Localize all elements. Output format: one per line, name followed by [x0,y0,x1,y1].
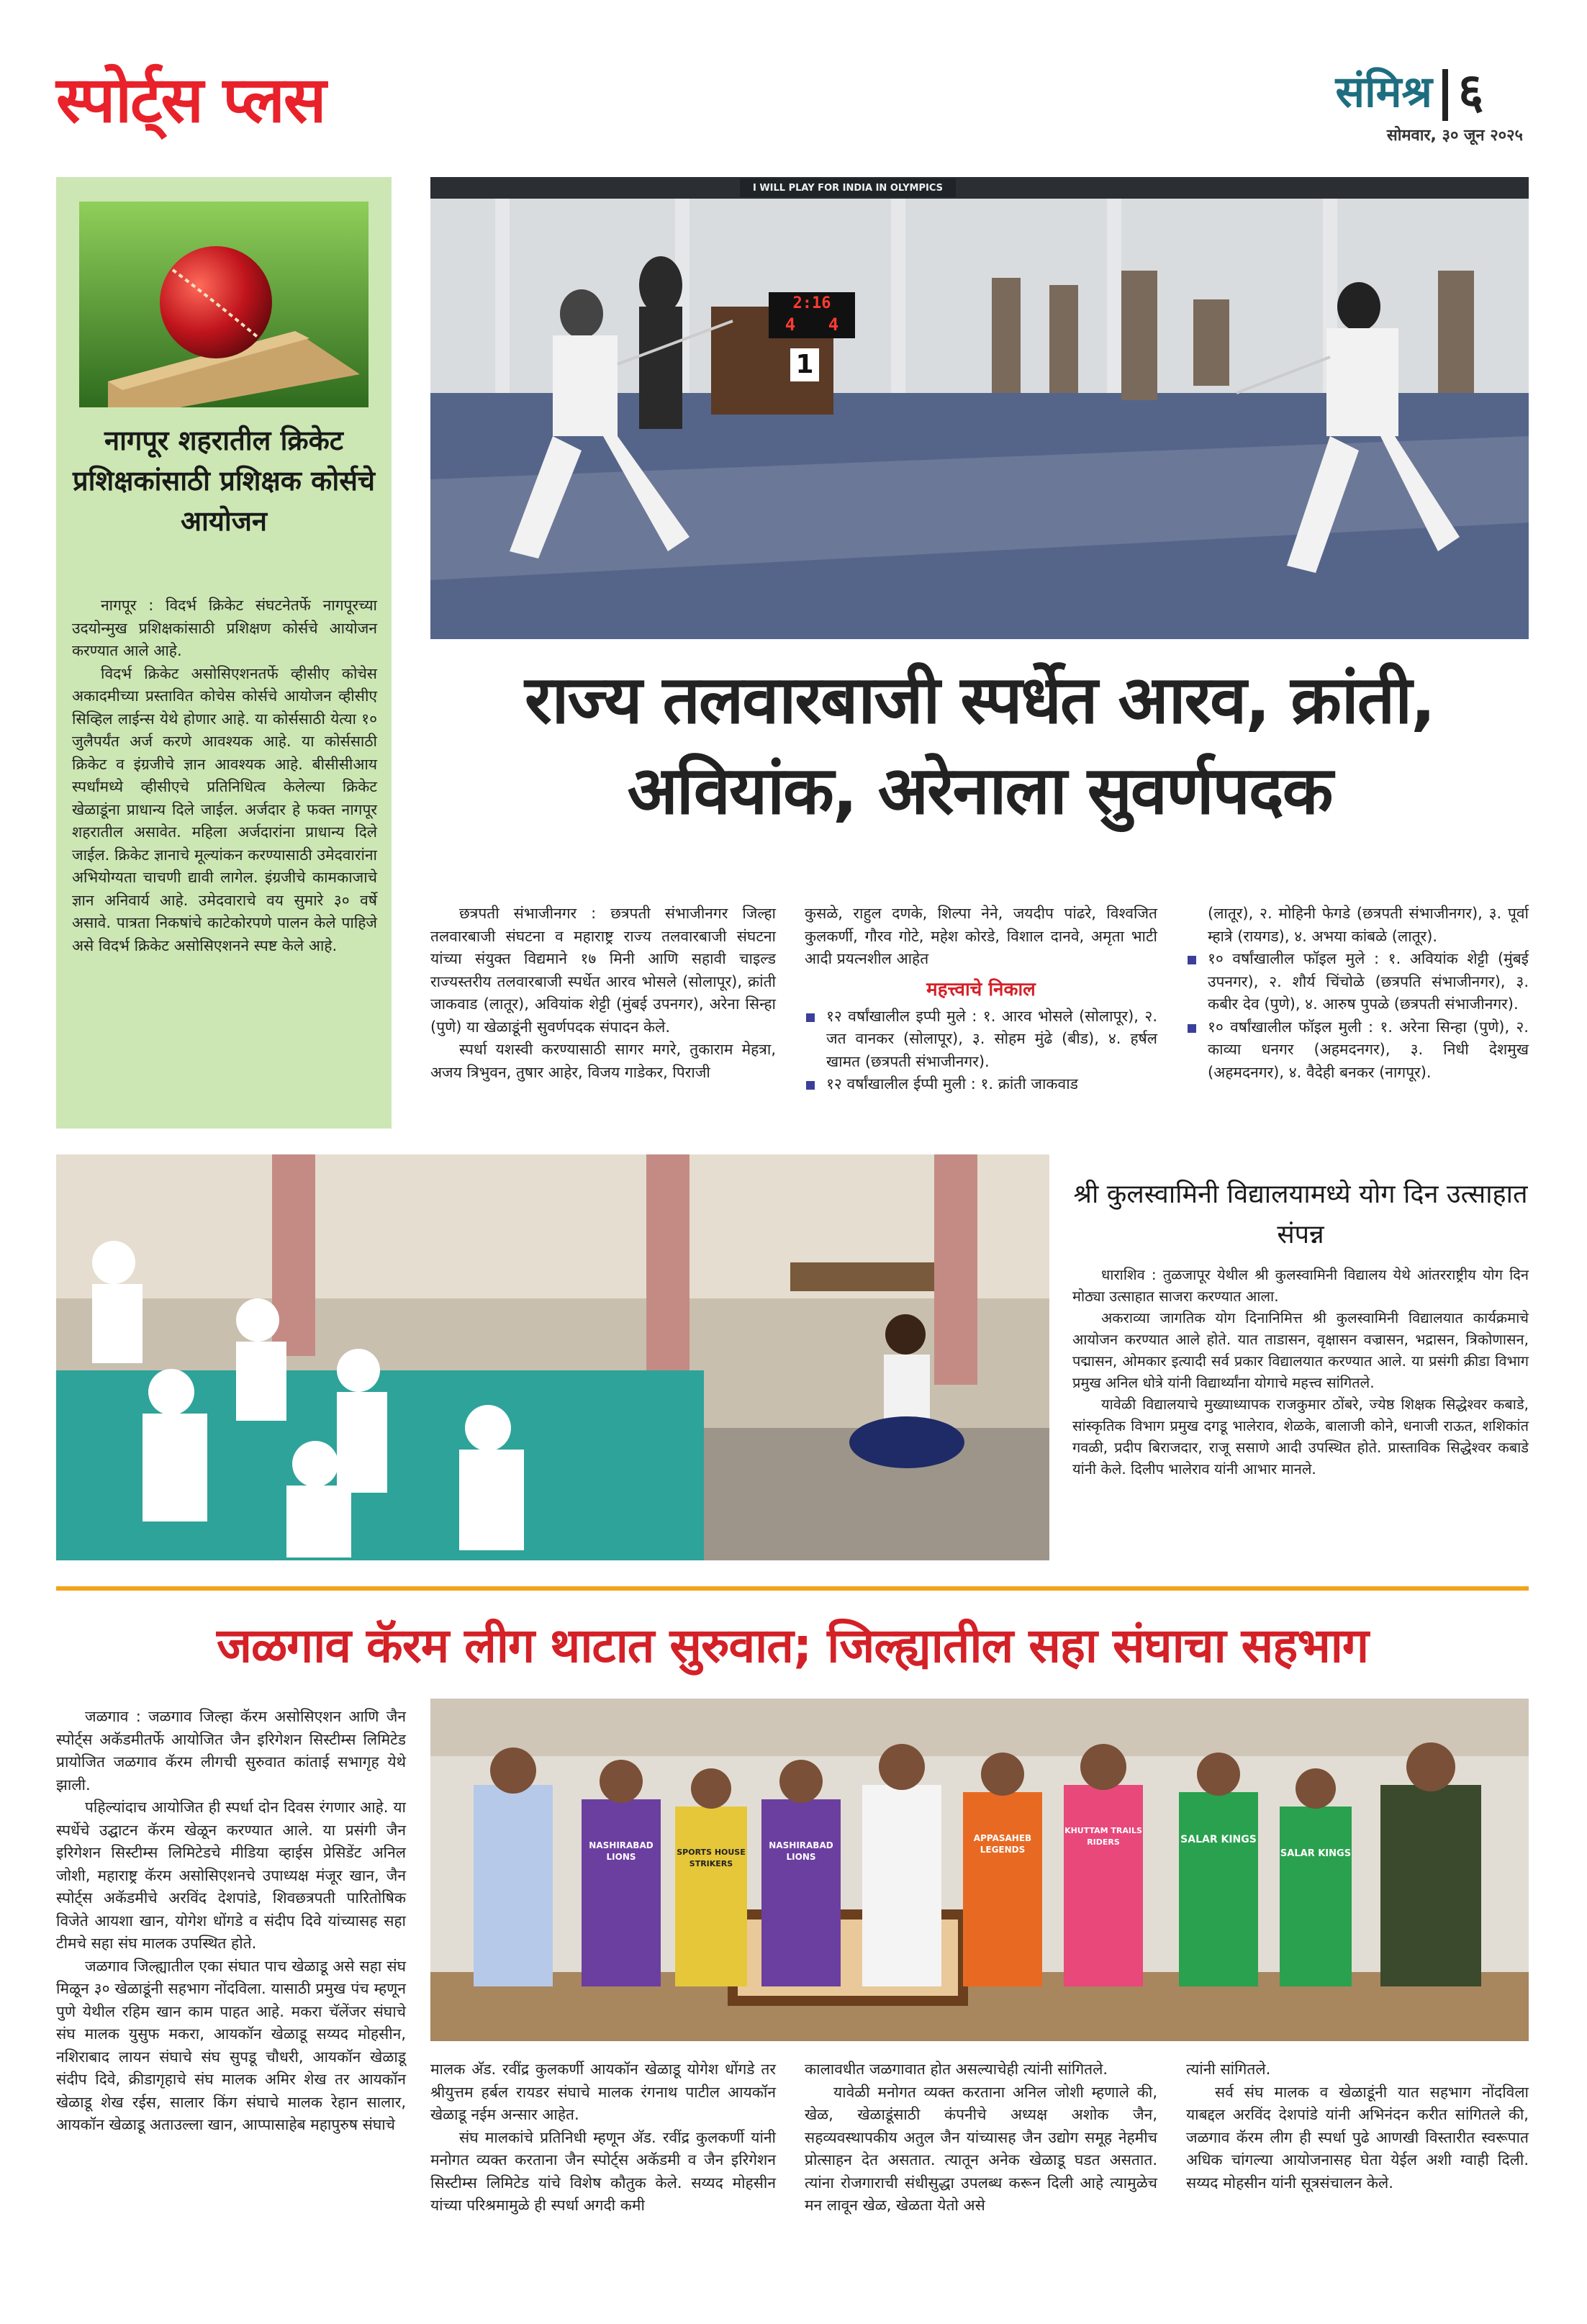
masthead-divider [1442,69,1448,121]
result-item: १० वर्षांखालील फॉइल मुले : १. अवियांक शेट्टी (मुंबई उपनगर), २. शौर्य चिंचोळे (छत्रपति संभाजीनगर), ३. कबीर देव (पुणे), ४. आरुष पुपळे (छत्रपती संभाजीनगर). [1186,948,1529,1016]
page-number: ६ [1458,63,1484,120]
result-item: १० वर्षांखालील फॉइल मुली : १. अरेना सिन्हा (पुणे), २. काव्या धनगर (अहमदनगर), ३. निधी देशमुख (अहमदनगर), ४. वैदेही बनकर (नागपूर). [1186,1016,1529,1085]
scoreboard [769,292,855,338]
carrom-paragraph: यावेळी मनोगत व्यक्त करताना अनिल जोशी म्हणाले की, खेळ, खेळाडूंसाठी कंपनीचे अध्यक्ष अशोक जैन, सहव्यवस्थापकीय अतुल जैन यांच्यासह जैन उद्योग समूह नेहमीच प्रोत्साहन देत असतात. त्यातून अनेक खेळाडू घडत असतात. त्यांना रोजगाराची संधीसुद्धा उपलब्ध करून दिली आहे त्यामुळेच मन लावून खेळ, खेळता येतो असे [805,2083,1157,2214]
yoga-article [1072,1264,1529,1573]
results-list [805,1005,1157,1096]
carrom-col-d [1186,2058,1529,2296]
jersey-label: SALAR KINGS [1280,1848,1352,1859]
results-heading: महत्त्वाचे निकाल [926,978,1036,1000]
logo-text: स्पोर्ट्स प्लस [56,63,325,137]
section-label: संमिश्र [1335,67,1432,117]
fencing-paragraph: (लातूर), २. मोहिनी फेगडे (छत्रपती संभाजीनगर), ३. पूर्वा म्हात्रे (रायगड), ४. अभया कांबळे (लातूर). [1208,905,1529,945]
jersey-label: NASHIRABAD LIONS [589,1840,654,1862]
yoga-paragraph: यावेळी विद्यालयाचे मुख्याध्यापक राजकुमार ठोंबरे, ज्येष्ठ शिक्षक सिद्धेश्वर कबाडे, सांस्कृतिक विभाग प्रमुख दगडू भालेराव, शेळके, बालाजी कोने, धनाजी राऊत, शशिकांत गवळी, प्रदीप बिराजदार, राजू ससाणे आदी उपस्थित होते. प्रास्ताविक सिद्धेश्वर कबाडे यांनी केले. दिलीप भालेराव यांनी आभार मानले. [1072,1396,1529,1478]
results-list [1186,948,1529,1084]
section-divider [56,1586,1529,1591]
fencing-paragraph: कुसळे, राहुल दणके, शिल्पा नेने, जयदीप पांढरे, विश्वजित कुलकर्णी, गौरव गोटे, महेश कोरडे, विशाल दानवे, अमृता भाटी आदी प्रयत्नशील आहेत [805,905,1157,967]
fencing-photo [430,177,1529,639]
carrom-col-c [805,2058,1157,2296]
carrom-paragraph: त्यांनी सांगितले. [1186,2061,1271,2078]
fencing-col-3 [1186,903,1529,1126]
jersey-label: SPORTS HOUSE STRIKERS [677,1848,746,1868]
yoga-paragraph: धाराशिव : तुळजापूर येथील श्री कुलस्वामिनी विद्यालय येथे आंतरराष्ट्रीय योग दिन मोठ्या उत्साहात साजरा करण्यात आला. [1072,1266,1529,1305]
yoga-headline: श्री कुलस्वामिनी विद्यालयामध्ये योग दिन उत्साहात संपन्न [1073,1180,1528,1249]
cricket-headline: नागपूर शहरातील क्रिकेट प्रशिक्षकांसाठी प्रशिक्षक कोर्सचे आयोजन [72,425,376,537]
cricket-paragraph: नागपूर : विदर्भ क्रिकेट संघटनेतर्फे नागपूरच्या उदयोन्मुख प्रशिक्षकांसाठी प्रशिक्षण कोर्सचे आयोजन करण्यात आले आहे. [72,597,377,659]
issue-date: सोमवार, ३० जून २०२५ [1386,127,1523,145]
jersey-label: NASHIRABAD LIONS [769,1840,833,1862]
fencing-col-2 [805,903,1157,1126]
scoreboard-right: 4 [828,315,839,335]
scoreboard-time: 2:16 [792,294,831,312]
cricket-paragraph: विदर्भ क्रिकेट असोसिएशनतर्फे व्हीसीए कोचेस अकादमीच्या प्रस्तावित कोचेस कोर्सचे आयोजन व्हीसीए सिव्हिल लाईन्स येथे होणार आहे. या कोर्ससाठी येत्या १० जुलैपर्यंत अर्ज करणे आवश्यक आहे. या कोर्ससाठी क्रिकेट व इंग्रजीचे ज्ञान आवश्यक आहे. बीसीसीआय स्पर्धांमध्ये व्हीसीएचे प्रतिनिधित्व केलेल्या क्रिकेट खेळाडूंना प्राधान्य दिले जाईल. अर्जदार हे फक्त नागपूर शहरातील असावेत. महिला अर्जदारांना प्राधान्य दिले जाईल. क्रिकेट ज्ञानाचे मूल्यांकन करण्यासाठी उमेदवारांना अभियोग्यता चाचणी द्यावी लागेल. इंग्रजीचे कामकाजाचे ज्ञान अनिवार्य आहे. उमेदवाराचे वय सुमारे ३० वर्षे असावे. पात्रता निकषांचे काटेकोरपणे पालन केले पाहिजे असे विदर्भ क्रिकेट असोसिएशनने स्पष्ट केले आहे. [72,664,377,954]
carrom-paragraph: मालक अ‍ॅड. रवींद्र कुलकर्णी आयकॉन खेळाडू योगेश धोंगडे तर श्रीयुत्तम हर्बल रायडर संघाचे मालक रंगनाथ पाटील आयकॉन खेळाडू नईम अन्सार आहेत. [430,2061,776,2123]
fencing-col-1 [430,903,776,1126]
jersey-label: KHUTTAM TRAILS RIDERS [1064,1826,1142,1847]
carrom-paragraph: जळगाव जिल्ह्यातील एका संघात पाच खेळाडू असे सहा संघ मिळून ३० खेळाडूंनी सहभाग नोंदविला. यासाठी प्रमुख पंच म्हणून पुणे येथील रहिम खान काम पाहत आहे. मकरा चॅलेंजर संघाचे संघ मालक युसुफ मकरा, आयकॉन खेळाडू सय्यद मोहसीन, नशिराबाद लायन संघाचे संघ सुपडू चौधरी, आयकॉन खेळाडू संदीप दिवे, क्रीडागृहाचे संघ मालक अमिर शेख तर आयकॉन खेळाडू शेख रईस, सालार किंग संघाचे मालक रेहान सालार, आयकॉन खेळाडू अताउल्ला खान, आप्पासाहेब महापुरुष संघाचे [56,1957,406,2133]
carrom-paragraph: जळगाव : जळगाव जिल्हा कॅरम असोसिएशन आणि जैन स्पोर्ट्स अकॅडमीतर्फे आयोजित जैन इरिगेशन सिस्टीम्स लिमिटेड प्रायोजित जळगाव कॅरम लीगची सुरुवात कांताई सभागृह येथे झाली. [56,1708,406,1794]
carrom-paragraph: पहिल्यांदाच आयोजित ही स्पर्धा दोन दिवस रंगणार आहे. या स्पर्धेचे उद्घाटन कॅरम खेळून करण्यात आले. या प्रसंगी जैन इरिगेशन सिस्टीम्स लिमिटेडचे मीडिया व्हाईस प्रेसिडेंट अनिल जोशी, महाराष्ट्र कॅरम असोसिएशनचे उपाध्यक्ष मंजूर खान, जैन स्पोर्ट्स अकॅडमीचे अरविंद देशपांडे, शिवछत्रपती पारितोषिक विजेते आयशा खान, योगेश धोंगडे व संदीप दिवे यांच्यासह सहा टीमचे सहा संघ मालक उपस्थित होते. [56,1799,406,1952]
result-item: १२ वर्षांखालील ईप्पी मुली : १. क्रांती जाकवाड [805,1073,1157,1096]
yoga-photo [56,1154,1049,1560]
piste-number: 1 [795,350,814,379]
carrom-col-left [56,1706,406,2296]
carrom-paragraph: संघ मालकांचे प्रतिनिधी म्हणून अ‍ॅड. रवींद्र कुलकर्णी यांनी मनोगत व्यक्त करताना जैन स्पोर्ट्स अकॅडमी व जैन इरिगेशन सिस्टीम्स लिमिटेड यांचे विशेष कौतुक केले. सय्यद मोहसीन यांच्या परिश्रमामुळे ही स्पर्धा अगदी कमी [430,2128,776,2214]
carrom-paragraph: कालावधीत जळगावात होत असल्याचेही त्यांनी सांगितले. [805,2061,1108,2078]
cricket-article [72,594,377,1113]
jersey-label: SALAR KINGS [1180,1834,1257,1845]
carrom-headline: जळगाव कॅरम लीग थाटात सुरुवात; जिल्ह्यातील सहा संघाचा सहभाग [217,1618,1368,1673]
photo-banner-text: I WILL PLAY FOR INDIA IN OLYMPICS [752,183,943,194]
carrom-paragraph: सर्व संघ मालक व खेळाडूंनी यात सहभाग नोंदविला याबद्दल अरविंद देशपांडे यांनी अभिनंदन करीत सांगितले की, जळगाव कॅरम लीग ही स्पर्धा पुढे आणखी विस्तारीत स्वरूपात अधिक चांगल्या आयोजनासह घेता येईल अशी ग्वाही दिली. सय्यद मोहसीन यांनी सूत्रसंचालन केले. [1186,2083,1529,2192]
scoreboard-left: 4 [785,315,796,335]
carrom-col-b [430,2058,776,2296]
fencing-paragraph: स्पर्धा यशस्वी करण्यासाठी सागर मगरे, तुकाराम मेहत्रा, अजय त्रिभुवन, तुषार आहेर, विजय गाडेकर, पिराजी [430,1041,776,1081]
fencing-headline-line1: राज्य तलवारबाजी स्पर्धेत आरव, क्रांती, [525,661,1434,738]
fencing-headline-line2: अवियांक, अरेनाला सुवर्णपदक [627,752,1332,829]
yoga-paragraph: अकराव्या जागतिक योग दिनानिमित्त श्री कुलस्वामिनी विद्यालयात कार्यक्रमाचे आयोजन करण्यात आले होते. यात ताडासन, वृक्षासन वज्रासन, भद्रासन, त्रिकोणासन, पद्मासन, ओमकार इत्यादी सर्व प्रकार विद्यालयात करण्यात आले. या प्रसंगी क्रीडा विभाग प्रमुख अनिल धोत्रे यांनी विद्यार्थ्यांना योगाचे महत्त्व सांगितले. [1072,1309,1529,1391]
jersey-label: APPASAHEB LEGENDS [973,1833,1032,1855]
fencing-paragraph: छत्रपती संभाजीनगर : छत्रपती संभाजीनगर जिल्हा तलवारबाजी संघटना व महाराष्ट्र राज्य तलवारबाजी संघटना यांच्या संयुक्त विद्यमाने १७ मिनी आणि सहावी चाइल्ड राज्यस्तरीय तलवारबाजी स्पर्धेत आरव भोसले (सोलापूर), क्रांती जाकवाड (लातूर), अवियांक शेट्टी (मुंबई उपनगर), अरेना सिन्हा (पुणे) या खेळाडूंनी सुवर्णपदक संपादन केले. [430,905,776,1036]
cricket-ball-photo [79,202,369,407]
result-item: १२ वर्षांखालील इप्पी मुले : १. आरव भोसले (सोलापूर), २. जत वानकर (सोलापूर), ३. सोहम मुंढे (बीड), ४. हर्षल खामत (छत्रपती संभाजीनगर). [805,1005,1157,1074]
masthead-logo [56,60,459,140]
